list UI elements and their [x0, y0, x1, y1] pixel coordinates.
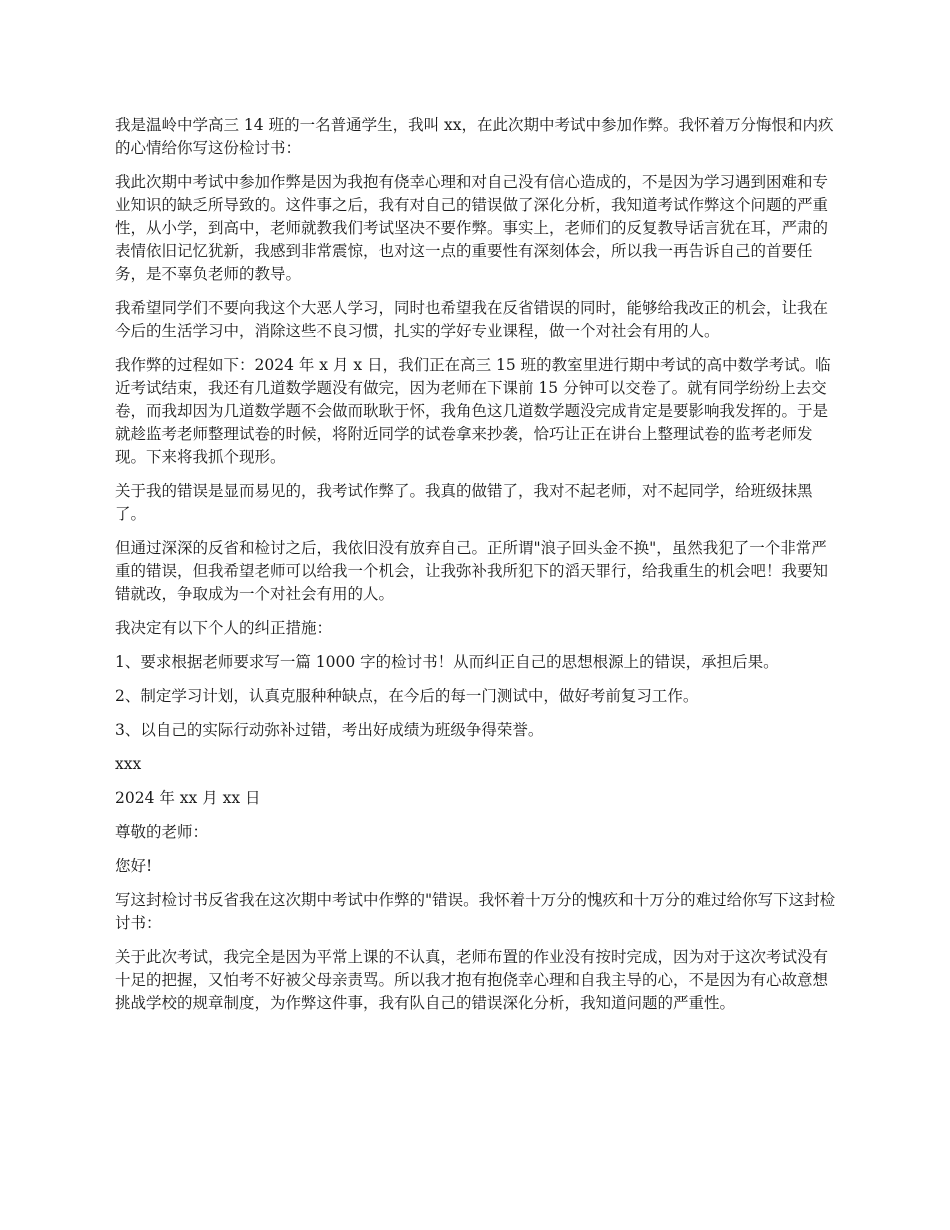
intro-paragraph: 我是温岭中学高三 14 班的一名普通学生，我叫 xx，在此次期中考试中参加作弊。我怀着万分悔恨和内疚的心情给你写这份检讨书：	[115, 116, 834, 157]
measure-item-3: 3、以自己的实际行动弥补过错，考出好成绩为班级争得荣誉。	[115, 721, 544, 739]
signature-date: 2024 年 xx 月 xx 日	[115, 789, 261, 807]
signature-name: xxx	[115, 755, 142, 773]
greeting: 您好!	[115, 857, 153, 875]
reflection-paragraph: 但通过深深的反省和检讨之后，我依旧没有放弃自己。正所谓"浪子回头金不换"，虽然我犯了一个非常严重的错误，但我希望老师可以给我一个机会，让我弥补我所犯下的滔天罪行，给我重生的机会吧！我要知错就改，争取成为一个对社会有用的人。	[115, 539, 829, 603]
admission-paragraph: 关于我的错误是显而易见的，我考试作弊了。我真的做错了，我对不起老师，对不起同学，给班级抹黑了。	[115, 482, 813, 523]
document-body	[115, 114, 837, 1026]
measure-item-2: 2、制定学习计划，认真克服种种缺点，在今后的每一门测试中，做好考前复习工作。	[115, 687, 699, 705]
cause-paragraph: 我此次期中考试中参加作弊是因为我抱有侥幸心理和对自己没有信心造成的，不是因为学习遇到困难和专业知识的缺乏所导致的。这件事之后，我有对自己的错误做了深化分析，我知道考试作弊这个问题的严重性，从小学，到高中，老师就教我们考试坚决不要作弊。事实上，老师们的反复教导话言犹在耳，严肃的表情依旧记忆犹新，我感到非常震惊，也对这一点的重要性有深刻体会，所以我一再告诉自己的首要任务，是不辜负老师的教导。	[115, 173, 829, 283]
measure-item-1: 1、要求根据老师要求写一篇 1000 字的检讨书！从而纠正自己的思想根源上的错误，承担后果。	[115, 653, 779, 671]
process-paragraph: 我作弊的过程如下：2024 年 x 月 x 日，我们正在高三 15 班的教室里进行期中考试的高中数学考试。临近考试结束，我还有几道数学题没有做完，因为老师在下课前 15 分钟可以交卷了。就有同学纷纷上去交卷，而我却因为几道数学题不会做而耿耿于怀，我角色这几道数学题没完成肯定是要影响我发挥的。于是就趁监考老师整理试卷的时候，将附近同学的试卷拿来抄袭，恰巧让正在讲台上整理试卷的监考老师发现。下来将我抓个现形。	[115, 356, 831, 466]
hope-paragraph: 我希望同学们不要向我这个大恶人学习，同时也希望我在反省错误的同时，能够给我改正的机会，让我在今后的生活学习中，消除这些不良习惯，扎实的学好专业课程，做一个对社会有用的人。	[115, 299, 829, 340]
second-letter-intro: 写这封检讨书反省我在这次期中考试中作弊的"错误。我怀着十万分的愧疚和十万分的难过给你写下这封检讨书：	[115, 891, 836, 932]
measures-heading: 我决定有以下个人的纠正措施：	[115, 619, 333, 637]
salutation: 尊敬的老师：	[115, 823, 209, 841]
second-letter-body: 关于此次考试，我完全是因为平常上课的不认真，老师布置的作业没有按时完成，因为对于这次考试没有十足的把握，又怕考不好被父母亲责骂。所以我才抱有抱侥幸心理和自我主导的心，不是因为有心故意想挑战学校的规章制度，为作弊这件事，我有队自己的错误深化分析，我知道问题的严重性。	[115, 948, 829, 1012]
